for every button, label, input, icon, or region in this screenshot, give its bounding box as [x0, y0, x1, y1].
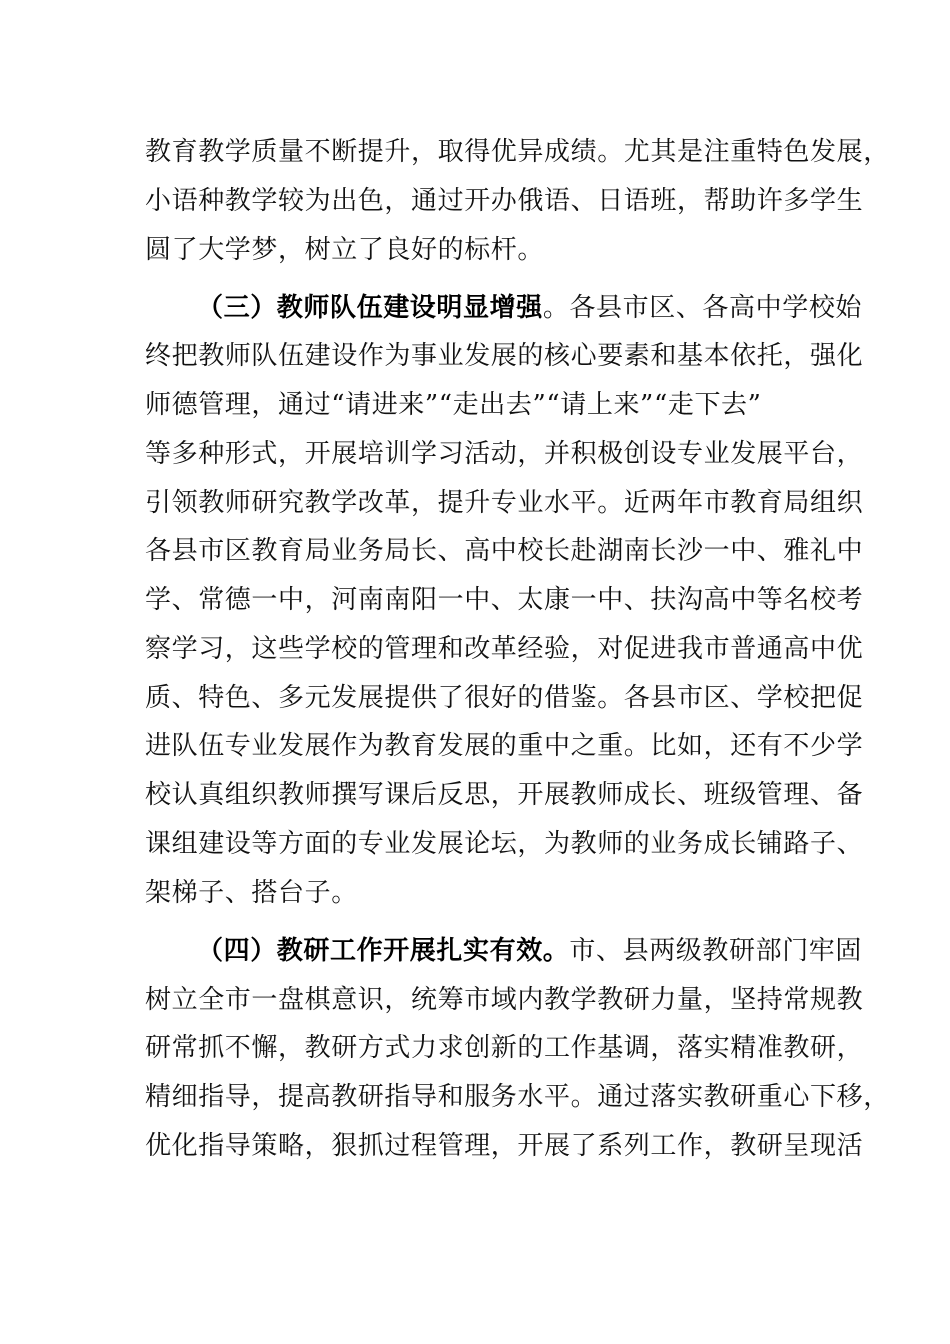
section-3-first-line: [197, 293, 862, 323]
text-line: 师德管理，通过“请进来”“走出去”“请上来”“走下去”: [145, 390, 762, 420]
text-line: 引领教师研究教学改革，提升专业水平。近两年市教育局组织: [145, 488, 864, 518]
text-line: 课组建设等方面的专业发展论坛，为教师的业务成长铺路子、: [145, 829, 864, 859]
text-line: 研常抓不懈，教研方式力求创新的工作基调，落实精准教研，: [145, 1033, 864, 1063]
text-line: 架梯子、搭台子。: [145, 878, 358, 908]
text-line: 优化指导策略，狠抓过程管理，开展了系列工作，教研呈现活: [145, 1131, 864, 1161]
section-4-first-line: [197, 936, 862, 966]
text-line: 进队伍专业发展作为教育发展的重中之重。比如，还有不少学: [145, 731, 864, 761]
text-line: 精细指导，提高教研指导和服务水平。通过落实教研重心下移，: [145, 1082, 890, 1112]
text-line: 树立全市一盘棋意识，统筹市域内教学教研力量，坚持常规教: [145, 985, 864, 1015]
text-line: 校认真组织教师撰写课后反思，开展教师成长、班级管理、备: [145, 780, 864, 810]
text-line: 小语种教学较为出色，通过开办俄语、日语班，帮助许多学生: [145, 186, 864, 216]
text-line: 圆了大学梦，树立了良好的标杆。: [145, 235, 545, 265]
text-line: 等多种形式，开展培训学习活动，并积极创设专业发展平台，: [145, 439, 864, 469]
text-line: 学、常德一中，河南南阳一中、太康一中、扶沟高中等名校考: [145, 585, 864, 615]
text-line: 质、特色、多元发展提供了很好的借鉴。各县市区、学校把促: [145, 683, 864, 713]
text-line: 察学习，这些学校的管理和改革经验，对促进我市普通高中优: [145, 634, 864, 664]
section-4-first-line-text: 市、县两级教研部门牢固: [569, 936, 863, 966]
text-line: 教育教学质量不断提升，取得优异成绩。尤其是注重特色发展，: [145, 137, 890, 167]
section-3-heading: （三）教师队伍建设明显增强: [197, 293, 543, 323]
section-4-heading: （四）教研工作开展扎实有效。: [197, 936, 570, 966]
text-line: 各县市区教育局业务局长、高中校长赴湖南长沙一中、雅礼中: [145, 536, 864, 566]
text-line: 终把教师队伍建设作为事业发展的核心要素和基本依托，强化: [145, 341, 864, 371]
section-3-first-line-text: 。各县市区、各高中学校始: [542, 293, 863, 323]
